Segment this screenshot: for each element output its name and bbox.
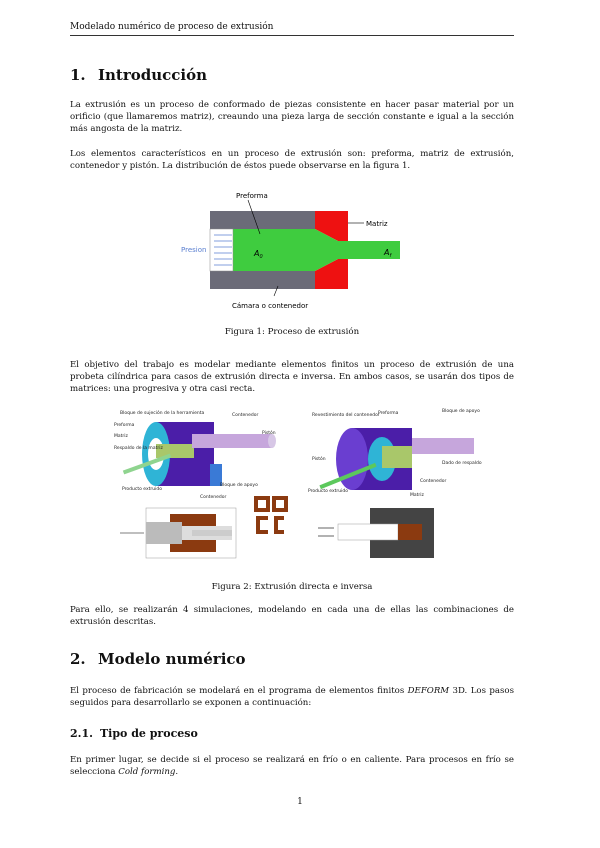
paragraph-elements: Los elementos característicos en un proceso de extrusión son: preforma, matriz de extrusión, contenedor y pistón. La distribución de éstos puede observarse en la figura 1. — [70, 149, 514, 171]
figure-2-caption: Figura 2: Extrusión directa e inversa — [211, 582, 373, 592]
label-l7: Pistón — [262, 431, 276, 436]
subsection-title: Tipo de proceso — [100, 727, 198, 740]
program-name: DEFORM — [407, 686, 450, 696]
label-l6: Contenedor — [232, 413, 259, 418]
container-top — [210, 211, 315, 229]
subsection-2-1-heading — [70, 727, 198, 740]
paragraph-process-type: En primer lugar, se decide si el proceso se realizará en frío o en caliente. Para procesos en frío se selecciona Cold forming. — [70, 755, 514, 777]
container-bottom — [210, 271, 315, 289]
label-l5: Producto extruido — [122, 487, 162, 492]
page-number: 1 — [297, 797, 303, 807]
label-l8: Bloque de apoyo — [220, 483, 258, 488]
section-1-heading — [70, 66, 207, 84]
paragraph-simulations: Para ello, se realizarán 4 simulaciones, modelando en cada una de ellas las combinaciones de extrusión descritas. — [70, 605, 514, 627]
label-matriz: Matriz — [366, 220, 388, 228]
direct-extrusion-3d — [123, 422, 276, 486]
label-r4: Pistón — [312, 457, 326, 462]
inverse-extrusion-3d — [319, 428, 474, 490]
paragraph-objective: El objetivo del trabajo es modelar mediante elementos finitos un proceso de extrusión de una probeta cilíndrica para casos de extrusión directa e inversa. En ambos casos, se usarán dos tipos de matrices: una progresiva y otra casi recta. — [70, 360, 514, 394]
direct-extrusion-section — [120, 508, 236, 558]
running-header: Modelado numérico de proceso de extrusión — [70, 22, 514, 36]
label-camara: Cámara o contenedor — [232, 302, 309, 310]
paragraph-intro: La extrusión es un proceso de conformado de piezas consistente en hacer pasar material por un orificio (que llamaremos matriz), creaundo una pieza larga de sección constante e igual a la sección más angosta de la matriz. — [70, 100, 514, 134]
label-preforma: Preforma — [236, 192, 268, 200]
label-l2: Preforma — [114, 423, 135, 428]
inverse-extrusion-section — [318, 508, 434, 558]
label-presion: Presion — [181, 246, 207, 254]
section-number: 2. — [70, 650, 86, 668]
die-shape-icons — [256, 498, 286, 532]
label-r7: Contenedor — [420, 479, 447, 484]
label-r3: Bloque de apoyo — [442, 409, 480, 414]
label-l1: Bloque de sujeción de la herramienta — [120, 411, 205, 416]
figure-2-direct-inverse-extrusion — [112, 404, 492, 568]
section-title: Introducción — [98, 66, 208, 84]
label-r1: Preforma — [378, 411, 399, 416]
figure-1-extrusion-diagram — [178, 186, 438, 312]
label-af: $A_f$ — [384, 248, 392, 259]
cold-forming-term: Cold forming — [118, 767, 176, 777]
section-title: Modelo numérico — [98, 650, 246, 668]
label-r6: Producto extruido — [308, 489, 348, 494]
label-l3: Matriz — [114, 434, 128, 439]
label-a0: $A_0$ — [254, 249, 263, 260]
section-number: 1. — [70, 66, 86, 84]
label-l4: Respaldo de la matriz — [114, 446, 163, 451]
figure-1-caption: Figura 1: Proceso de extrusión — [224, 327, 360, 337]
subsection-number: 2.1. — [70, 727, 93, 740]
paragraph-model: El proceso de fabricación se modelará en el programa de elementos finitos DEFORM 3D. Los pasos seguidos para desarrollarlo se exponen a continuación: — [70, 686, 514, 708]
label-r5: Dado de respaldo — [442, 461, 482, 466]
label-r8: Matriz — [410, 493, 424, 498]
label-l9: Contenedor — [200, 495, 227, 500]
label-r2: Revestimiento del contenedor — [312, 413, 380, 418]
section-2-heading — [70, 650, 246, 668]
